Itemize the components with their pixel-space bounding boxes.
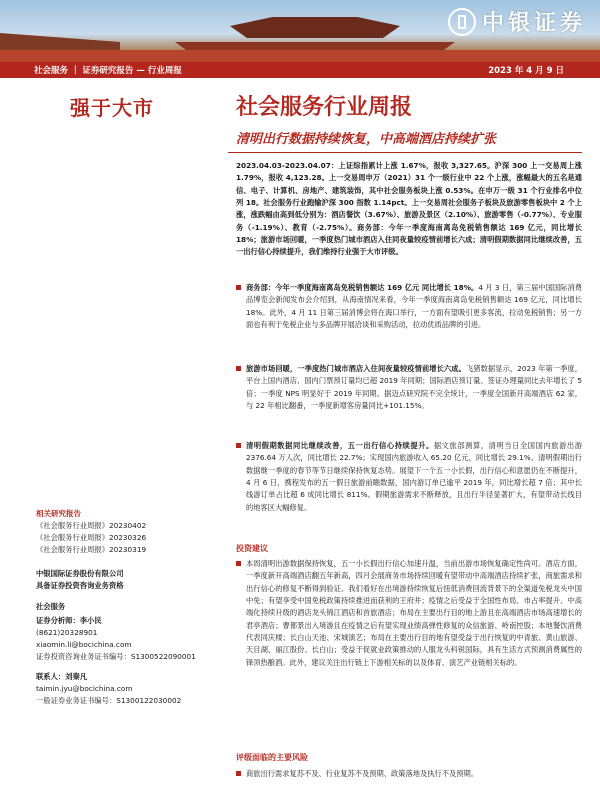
contact-info bbox=[36, 671, 214, 707]
related-item[interactable]: 《社会服务行业周报》20230319 bbox=[36, 545, 147, 554]
sector-name: 社会服务 bbox=[36, 602, 66, 611]
contact-cert: 一般证券业务证书编号：S1300122030002 bbox=[36, 696, 182, 705]
analyst-cert: 证券投资咨询业务证书编号：S1300522090001 bbox=[36, 652, 196, 661]
bullet-marker bbox=[236, 561, 241, 566]
analyst-email[interactable]: xiaomin.li@bocichina.com bbox=[36, 640, 132, 649]
bullet-text: 4 月 3 日，第三届中国国际消费品博览会新闻发布会介绍到，从海南情况来看，今年一季度海南离岛免税销售额达 169 亿元，同比增长 18%。此外，4 月 11 日第三届消博会将在海口举行，一方面有望吸引更多客流，拉动免税销售；另一方面也有利于免税企业与多品牌开展洽谈和采购活动，拉动优质品牌的引进。 bbox=[246, 283, 583, 330]
brand bbox=[448, 6, 586, 37]
brand-name: 中银证券 bbox=[481, 11, 586, 36]
meta-bar bbox=[0, 62, 600, 78]
contact-email[interactable]: taimin.jyu@bocichina.com bbox=[36, 684, 133, 693]
bullet-marker bbox=[236, 771, 241, 776]
summary-paragraph bbox=[236, 160, 582, 259]
related-item[interactable]: 《社会服务行业周报》20230326 bbox=[36, 533, 147, 542]
bullet-marker bbox=[236, 285, 241, 290]
bank-logo-icon bbox=[448, 8, 476, 36]
bullet-1 bbox=[236, 282, 582, 331]
bullet-marker bbox=[236, 366, 241, 371]
summary-text: 2023.04.03-2023.04.07：上证综指累计上涨 1.67%，报收 3,327.65。沪深 300 上一交易周上涨 1.79%，报收 4,123.28。上一交易周申万（2021）31 个一级行业中 22 个上涨，涨幅最大的五名是通信、电子、计算机、房地产、建筑装饰，其中社会服务板块上涨 0.53%。在申万一级 31 个行业排名中位列 18。社会服务行业跑输沪深 300 指数 1.14pct。上一交易周社会服务子板块及旅游零售板块中 2 个上涨，涨跌幅由高到低分别为：酒店餐饮（3.67%）、旅游及景区（2.10%）、旅游零售（-0.77%）、专业服务（-1.19%）、教育（-2.75%）。商务部：今年一季度海南离岛免税销售额达 169 亿元，同比增长 18%；旅游市场回暖，一季度热门城市酒店入住同夜量较疫情前增长六成；清明假期数据同比继续改善，五一出行信心持续提升，我们维持行业强于大市评级。 bbox=[236, 161, 582, 257]
bullet-lead: 商务部：今年一季度海南离岛免税销售额达 169 亿元 同比增长 18%。 bbox=[246, 283, 479, 292]
contact-name: 联系人：刘秦凡 bbox=[36, 672, 88, 681]
analyst-phone: (8621)20328901 bbox=[36, 628, 98, 637]
investment-section bbox=[236, 558, 582, 669]
rating-label: 强于大市 bbox=[70, 96, 154, 120]
title-divider bbox=[228, 152, 582, 153]
firm-info bbox=[36, 568, 214, 592]
firm-qualification: 具备证券投资咨询业务资格 bbox=[36, 581, 124, 590]
bullet-lead: 旅游市场回暖，一季度热门城市酒店入住间夜量较疫情前增长六成。 bbox=[246, 364, 466, 373]
risk-heading: 评级面临的主要风险 bbox=[236, 753, 308, 762]
risk-text: 商旅出行需求复苏不及、行业复苏不及预期、政策落地及执行不及预期。 bbox=[246, 769, 479, 778]
investment-text: 本周清明出游数据保持恢复，五一小长假出行信心加速升温，当前出游市场恢复确定性尚可。酒店方面，一季度新开高端酒店翻五年新高，四月会展商务市场持续回暖有望带动中高端酒店持续扩张，商旅需求和出行信心的修复不断得到验证。我们看好在出境游持续恢复后扭低消费回流背景下的全渠道免税龙头中国中免；有望享受中国免税政策持续推进而获利的王府井；疫情之后受益于全国性布局、市占率提升、中高端化持续升级的酒店龙头锦江酒店和首旅酒店；布局在主要出行目的地上游且在高端酒店市场高速增长的君亭酒店；曹都景出入境游且在疫情之后有望实现业绩高弹性修复的众信旅游、岭南控股；本地餐饮消费代表同庆楼；长白山天池、宋城演艺；布局在主要出行目的地有望受益于出行恢复的中青旅、黄山旅游、天目湖、丽江股份、长白山；受益于促就业政策推动的人服龙头科锐国际，具有生活方式预测消费属性的锋顶热酿酒。此外，建议关注出行链上下游相关标的以及体育、演艺产业链相关标的。 bbox=[246, 559, 582, 667]
related-heading: 相关研究报告 bbox=[36, 509, 81, 518]
related-item[interactable]: 《社会服务行业周报》20230402 bbox=[36, 521, 147, 530]
banner-red-wall bbox=[0, 50, 600, 62]
bullet-lead: 清明假期数据同比继续改善，五一出行信心持续提升。 bbox=[246, 441, 434, 450]
related-reports bbox=[36, 508, 214, 556]
risk-section bbox=[236, 768, 582, 780]
bullet-2 bbox=[236, 363, 582, 412]
bullet-text: 据文旅部测算，清明当日全国国内旅游出游 2376.64 万人次，同比增长 22.7%；实现国内旅游收入 65.20 亿元，同比增长 29.1%。清明假期出行数据继一季度的春节等节日继续保持恢复态势。展望下一个五一小长假，出行信心和意愿仍在不断提升，4 月 6 日，携程发布的五一假日旅游前瞻数据，国内游订单已逾平 2019 年，同比增长超 7 倍；其中长线游订单占比超 6 成同比增长 811%。假期旅游需求不断释放，且出行半径显著扩大，有望带动长线目的地客区大幅修复。 bbox=[246, 441, 582, 512]
banner-roof-top bbox=[230, 8, 400, 38]
report-date: 2023 年 4 月 9 日 bbox=[488, 66, 564, 76]
firm-name: 中银国际证券股份有限公司 bbox=[36, 569, 124, 578]
analyst-name: 证券分析师：李小民 bbox=[36, 616, 102, 625]
sector-line bbox=[36, 601, 214, 613]
investment-heading: 投资建议 bbox=[236, 544, 268, 553]
page-subtitle: 清明出行数据持续恢复，中高端酒店持续扩张 bbox=[236, 132, 497, 147]
report-category: 社会服务 ｜ 证券研究报告 — 行业周报 bbox=[34, 66, 182, 76]
bullet-text: 飞猪数据显示，2023 年第一季度，平台上国内酒店、国内门票预订量均已超 2019 年同期；国际酒店预订量、签证办理量同比去年增长了 5 倍；一季度 NPS 明显好于 2019 年同期。据迈点研究院不完全统计，一季度全国新开高端酒店 62 家，与 22 年相比翻番，一季度新增客房量同比+101.15%。 bbox=[246, 364, 582, 411]
page-title: 社会服务行业周报 bbox=[236, 94, 413, 120]
analyst-info bbox=[36, 615, 214, 663]
bullet-marker bbox=[236, 443, 241, 448]
header-banner bbox=[0, 0, 600, 62]
bullet-3 bbox=[236, 440, 582, 514]
